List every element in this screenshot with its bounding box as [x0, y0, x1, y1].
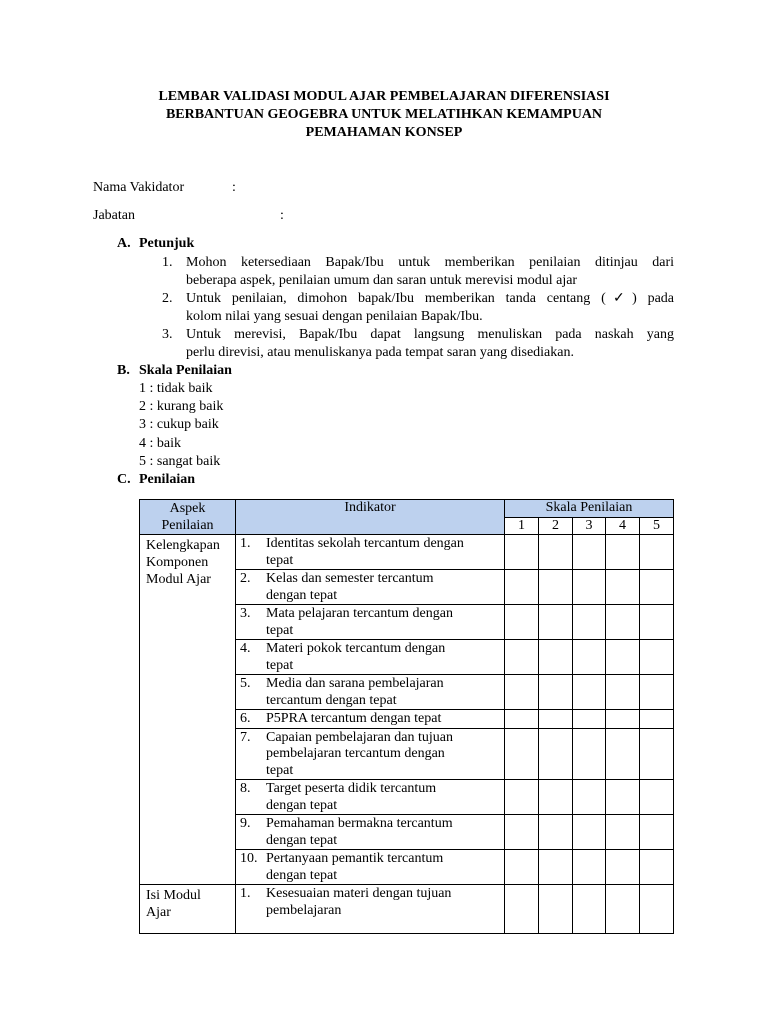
score-cell-5[interactable] [640, 885, 674, 934]
score-cell-3[interactable] [573, 570, 606, 605]
indicator-number: 5. [240, 676, 251, 691]
score-cell-3[interactable] [573, 885, 606, 934]
indicator-cell [236, 570, 505, 605]
score-cell-4[interactable] [606, 780, 640, 815]
scale-item: 2 : kurang baik [139, 399, 224, 415]
score-cell-4[interactable] [606, 675, 640, 710]
score-cell-3[interactable] [573, 780, 606, 815]
score-cell-3[interactable] [573, 710, 606, 729]
indicator-cell [236, 535, 505, 570]
scale-list [139, 380, 223, 471]
indicator-text-line: dengan tepat [266, 832, 338, 848]
score-cell-5[interactable] [640, 675, 674, 710]
score-cell-2[interactable] [539, 675, 573, 710]
instruction-text-line: perlu direvisi, atau menuliskanya pada tempat saran yang disediakan. [186, 345, 574, 360]
title-line-1: LEMBAR VALIDASI MODUL AJAR PEMBELAJARAN DIFERENSIASI [158, 89, 610, 104]
score-cell-3[interactable] [573, 728, 606, 780]
score-cell-1[interactable] [505, 710, 539, 729]
indicator-text-line: dengan tepat [266, 587, 338, 603]
score-cell-5[interactable] [640, 710, 674, 729]
instruction-text-line: kolom nilai yang sesuai dengan penilaian Bapak/Ibu. [186, 309, 483, 324]
header-aspek-line: Penilaian [161, 518, 214, 533]
indicator-text-line: pembelajaran [266, 902, 342, 918]
score-cell-4[interactable] [606, 728, 640, 780]
instruction-text-line: Mohon ketersediaan Bapak/Ibu untuk memberikan penilaian ditinjau dari [186, 255, 674, 270]
score-cell-5[interactable] [640, 728, 674, 780]
score-cell-5[interactable] [640, 570, 674, 605]
indicator-number: 1. [240, 536, 251, 551]
indicator-text-line: Capaian pembelajaran dan tujuan [266, 729, 453, 745]
score-cell-2[interactable] [539, 570, 573, 605]
indicator-number: 6. [240, 711, 251, 726]
indicator-cell [236, 728, 505, 780]
indicator-cell [236, 675, 505, 710]
score-cell-5[interactable] [640, 780, 674, 815]
score-cell-4[interactable] [606, 640, 640, 675]
header-aspek [140, 500, 236, 535]
instruction-text-line: Untuk penilaian, dimohon bapak/Ibu memberikan tanda centang (✓) pada [186, 291, 674, 306]
score-cell-5[interactable] [640, 605, 674, 640]
indicator-text-line: P5PRA tercantum dengan tepat [266, 711, 442, 726]
score-cell-2[interactable] [539, 780, 573, 815]
instruction-text-line: Untuk merevisi, Bapak/Ibu dapat langsung menuliskan pada naskah yang [186, 327, 674, 342]
instruction-number: 1. [162, 255, 173, 270]
score-cell-4[interactable] [606, 850, 640, 885]
aspek-line: Ajar [146, 905, 171, 920]
score-cell-4[interactable] [606, 815, 640, 850]
score-cell-1[interactable] [505, 850, 539, 885]
indicator-text-line: Identitas sekolah tercantum dengan [266, 536, 464, 551]
score-cell-1[interactable] [505, 815, 539, 850]
title-line-2: BERBANTUAN GEOGEBRA UNTUK MELATIHKAN KEMAMPUAN [165, 107, 603, 122]
indicator-text-line: tepat [266, 762, 294, 778]
document-title [0, 88, 768, 142]
header-scale-3: 3 [573, 517, 606, 535]
score-cell-5[interactable] [640, 640, 674, 675]
score-cell-5[interactable] [640, 850, 674, 885]
score-cell-1[interactable] [505, 535, 539, 570]
indicator-number: 1. [240, 886, 251, 901]
assessment-table [139, 499, 674, 934]
scale-item: 3 : cukup baik [139, 417, 219, 433]
indicator-text-line: Pertanyaan pemantik tercantum [266, 851, 444, 866]
score-cell-4[interactable] [606, 570, 640, 605]
table-row [140, 885, 674, 934]
title-line-3: PEMAHAMAN KONSEP [305, 125, 463, 140]
indicator-text-line: tercantum dengan tepat [266, 692, 397, 708]
instruction-text-line: beberapa aspek, penilaian umum dan saran untuk merevisi modul ajar [186, 273, 578, 288]
score-cell-2[interactable] [539, 728, 573, 780]
jabatan-colon[interactable]: : [280, 208, 284, 223]
instruction-number: 2. [162, 291, 173, 306]
indicator-cell [236, 605, 505, 640]
section-b-heading [117, 362, 232, 380]
header-aspek-line: Aspek [169, 501, 206, 516]
indicator-text-line: Media dan sarana pembelajaran [266, 676, 444, 691]
score-cell-1[interactable] [505, 640, 539, 675]
indicator-text-line: Kesesuaian materi dengan tujuan [266, 886, 452, 901]
score-cell-3[interactable] [573, 640, 606, 675]
indicator-text-line: Kelas dan semester tercantum [266, 571, 434, 586]
instruction-item-3 [162, 326, 674, 362]
score-cell-2[interactable] [539, 815, 573, 850]
score-cell-3[interactable] [573, 675, 606, 710]
score-cell-2[interactable] [539, 605, 573, 640]
score-cell-2[interactable] [539, 535, 573, 570]
score-cell-1[interactable] [505, 885, 539, 934]
score-cell-2[interactable] [539, 710, 573, 729]
table-row [140, 535, 674, 570]
section-b-letter: B. [117, 363, 130, 378]
indicator-number: 2. [240, 571, 251, 586]
indicator-text-line: dengan tepat [266, 867, 338, 883]
jabatan-label: Jabatan [93, 208, 135, 223]
score-cell-1[interactable] [505, 780, 539, 815]
score-cell-3[interactable] [573, 815, 606, 850]
score-cell-3[interactable] [573, 605, 606, 640]
indicator-cell [236, 710, 505, 729]
indicator-number: 7. [240, 729, 251, 745]
section-a-heading [117, 235, 194, 253]
score-cell-1[interactable] [505, 728, 539, 780]
scale-item: 4 : baik [139, 435, 181, 451]
score-cell-3[interactable] [573, 850, 606, 885]
scale-item: 5 : sangat baik [139, 453, 221, 469]
section-b-title: Skala Penilaian [139, 363, 232, 378]
indicator-text-line: tepat [266, 622, 294, 638]
indicator-number: 8. [240, 781, 251, 796]
score-cell-4[interactable] [606, 535, 640, 570]
aspek-line: Komponen [146, 555, 209, 570]
header-scale-1: 1 [505, 517, 539, 535]
header-skala: Skala Penilaian [505, 500, 674, 518]
score-cell-4[interactable] [606, 710, 640, 729]
section-c-title: Penilaian [139, 472, 196, 487]
instruction-number: 3. [162, 327, 173, 342]
score-cell-1[interactable] [505, 675, 539, 710]
scale-item: 1 : tidak baik [139, 381, 213, 396]
aspek-line: Kelengkapan [146, 538, 220, 553]
aspek-cell [140, 885, 236, 934]
indicator-number: 4. [240, 641, 251, 656]
section-c-letter: C. [117, 472, 131, 487]
score-cell-1[interactable] [505, 570, 539, 605]
indicator-text-line: Pemahaman bermakna tercantum [266, 816, 453, 831]
indicator-text-line: pembelajaran tercantum dengan [266, 746, 445, 761]
header-indikator: Indikator [236, 500, 505, 535]
validator-colon[interactable]: : [232, 180, 236, 195]
indicator-text-line: tepat [266, 657, 294, 673]
indicator-cell [236, 850, 505, 885]
score-cell-3[interactable] [573, 535, 606, 570]
header-scale-5: 5 [640, 517, 674, 535]
score-cell-5[interactable] [640, 535, 674, 570]
aspek-line: Isi Modul [146, 888, 201, 903]
indicator-cell [236, 640, 505, 675]
section-a-letter: A. [117, 236, 131, 251]
indicator-cell [236, 780, 505, 815]
instruction-item-2 [162, 290, 674, 326]
score-cell-5[interactable] [640, 815, 674, 850]
aspek-line: Modul Ajar [146, 572, 211, 587]
indicator-text-line: tepat [266, 552, 294, 568]
validator-label: Nama Vakidator [93, 180, 185, 195]
aspek-cell [140, 535, 236, 885]
indicator-cell [236, 885, 505, 934]
indicator-cell [236, 815, 505, 850]
indicator-number: 10. [240, 851, 258, 866]
indicator-text-line: Target peserta didik tercantum [266, 781, 437, 796]
header-scale-4: 4 [606, 517, 640, 535]
score-cell-4[interactable] [606, 605, 640, 640]
instruction-item-1 [162, 254, 674, 290]
score-cell-1[interactable] [505, 605, 539, 640]
score-cell-2[interactable] [539, 850, 573, 885]
indicator-number: 9. [240, 816, 251, 831]
score-cell-4[interactable] [606, 885, 640, 934]
section-a-title: Petunjuk [139, 236, 195, 251]
header-scale-2: 2 [539, 517, 573, 535]
score-cell-2[interactable] [539, 640, 573, 675]
section-c-heading [117, 471, 195, 489]
indicator-number: 3. [240, 606, 251, 621]
score-cell-2[interactable] [539, 885, 573, 934]
indicator-text-line: Mata pelajaran tercantum dengan [266, 606, 453, 621]
indicator-text-line: dengan tepat [266, 797, 338, 813]
indicator-text-line: Materi pokok tercantum dengan [266, 641, 446, 656]
